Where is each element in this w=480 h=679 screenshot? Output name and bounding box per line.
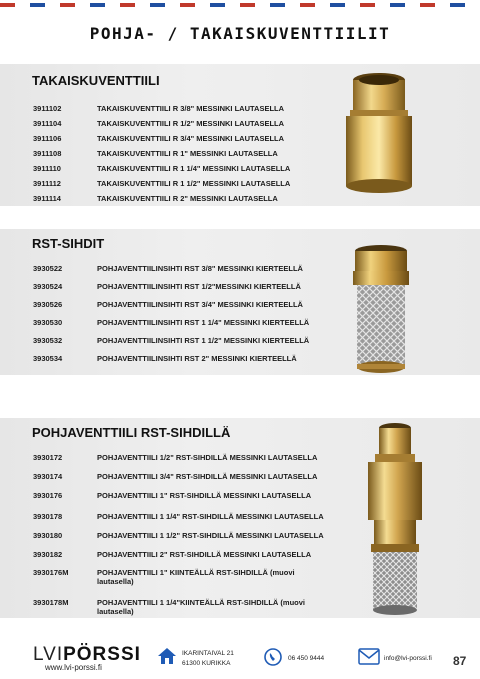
product-description: POHJAVENTTIILINSIHTI RST 1 1/2" MESSINKI KIERTEELLÄ [97, 336, 310, 345]
top-stripe-decoration [0, 0, 480, 10]
product-code: 3930176 [33, 491, 63, 500]
phone-icon [264, 648, 282, 666]
product-description: TAKAISKUVENTTIILI R 1" MESSINKI LAUTASELLA [97, 149, 278, 158]
product-code: 3930532 [33, 336, 63, 345]
section-title-takaiskuventtiili: TAKAISKUVENTTIILI [32, 73, 160, 88]
product-description: TAKAISKUVENTTIILI R 1 1/2" MESSINKI LAUTASELLA [97, 179, 291, 188]
phone-number[interactable]: 06 450 9444 [288, 655, 325, 662]
page-number: 87 [453, 654, 467, 668]
product-description: POHJAVENTTIILI 3/4" RST-SIHDILLÄ MESSINKI LAUTASELLA [97, 472, 318, 481]
product-description: TAKAISKUVENTTIILI R 1 1/4" MESSINKI LAUTASELLA [97, 164, 291, 173]
product-description: TAKAISKUVENTTIILI R 2" MESSINKI LAUTASELLA [97, 194, 278, 203]
product-description: POHJAVENTTIILINSIHTI RST 3/8" MESSINKI KIERTEELLÄ [97, 264, 303, 273]
product-code: 3930174 [33, 472, 63, 481]
product-description: POHJAVENTTIILI 1" RST-SIHDILLÄ MESSINKI LAUTASELLA [97, 491, 312, 500]
home-icon [157, 647, 177, 665]
product-code: 3930524 [33, 282, 63, 291]
product-description: POHJAVENTTIILI 1" KIINTEÄLLÄ RST-SIHDILLÄ (muovi lautasella) [97, 568, 295, 586]
address-line-1: IKARINTAIVAL 21 [182, 650, 234, 657]
product-description: POHJAVENTTIILINSIHTI RST 2" MESSINKI KIERTEELLÄ [97, 354, 297, 363]
product-description: POHJAVENTTIILI 1 1/4"KIINTEÄLLÄ RST-SIHDILLÄ (muovi lautasella) [97, 598, 306, 616]
foot-valve-image [360, 420, 430, 618]
product-code: 3930176M [33, 568, 69, 577]
product-description: POHJAVENTTIILI 1/2" RST-SIHDILLÄ MESSINKI LAUTASELLA [97, 453, 318, 462]
product-code: 3911108 [33, 149, 62, 158]
check-valve-image [340, 70, 418, 195]
strainer-image [345, 243, 417, 378]
product-description: POHJAVENTTIILI 1 1/2" RST-SIHDILLÄ MESSINKI LAUTASELLA [97, 531, 324, 540]
product-code: 3930526 [33, 300, 63, 309]
page-title: POHJA- / TAKAISKUVENTTIILIT [89, 24, 391, 43]
product-description: TAKAISKUVENTTIILI R 3/4" MESSINKI LAUTASELLA [97, 134, 285, 143]
company-logo: LVIPÖRSSI [33, 644, 141, 665]
product-code: 3930172 [33, 453, 63, 462]
product-code: 3911104 [33, 119, 62, 128]
product-code: 3911102 [33, 104, 62, 113]
product-description: POHJAVENTTIILINSIHTI RST 1 1/4" MESSINKI KIERTEELLÄ [97, 318, 310, 327]
section-title-pohjaventtiili: POHJAVENTTIILI RST-SIHDILLÄ [32, 425, 231, 440]
product-code: 3930530 [33, 318, 63, 327]
product-code: 3930534 [33, 354, 63, 363]
email-icon [358, 648, 380, 665]
product-code: 3911110 [33, 164, 61, 173]
product-description: POHJAVENTTIILINSIHTI RST 1/2"MESSINKI KIERTEELLÄ [97, 282, 301, 291]
section-title-rst-sihdit: RST-SIHDIT [32, 236, 105, 251]
product-code: 3930180 [33, 531, 63, 540]
product-code: 3930522 [33, 264, 63, 273]
product-code: 3930182 [33, 550, 63, 559]
email-address[interactable]: info@lvi-porssi.fi [384, 655, 432, 662]
product-code: 3911106 [33, 134, 62, 143]
product-description: TAKAISKUVENTTIILI R 3/8" MESSINKI LAUTASELLA [97, 104, 285, 113]
product-code: 3911114 [33, 194, 61, 203]
product-description: POHJAVENTTIILI 2" RST-SIHDILLÄ MESSINKI LAUTASELLA [97, 550, 312, 559]
address-line-2: 61300 KURIKKA [182, 660, 231, 667]
product-description: TAKAISKUVENTTIILI R 1/2" MESSINKI LAUTASELLA [97, 119, 285, 128]
product-code: 3911112 [33, 179, 61, 188]
website-link[interactable]: www.lvi-porssi.fi [45, 663, 102, 672]
product-code: 3930178 [33, 512, 63, 521]
product-description: POHJAVENTTIILINSIHTI RST 3/4" MESSINKI KIERTEELLÄ [97, 300, 303, 309]
product-description: POHJAVENTTIILI 1 1/4" RST-SIHDILLÄ MESSINKI LAUTASELLA [97, 512, 324, 521]
product-code: 3930178M [33, 598, 69, 607]
